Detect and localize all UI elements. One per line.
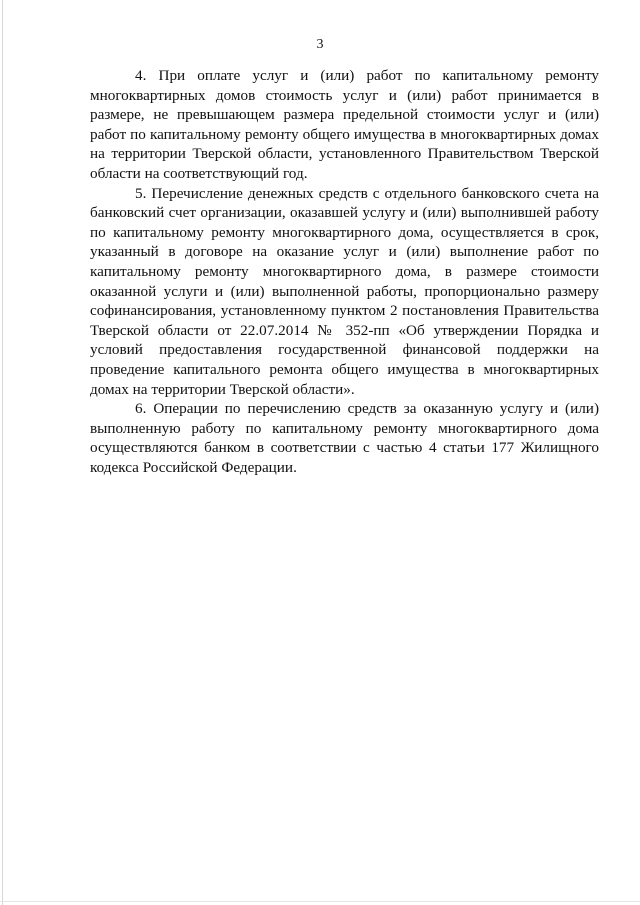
- scan-bottom-line: [0, 901, 640, 902]
- scan-edge-line: [2, 0, 3, 905]
- page-number: 3: [316, 37, 324, 52]
- document-body: [90, 66, 599, 477]
- paragraph-5: 5. Перечисление денежных средств с отдельного банковского счета на банковский счет организации, оказавшей услугу и (или) выполнившей работу по капитальному ремонту многоквартирного дома, осуществляется в срок, указанный в договоре на оказание услуг и (или) выполнение работ по капитальному ремонту многоквартирного дома, в размере стоимости оказанной услуги и (или) выполненной работы, пропорционально размеру софинансирования, установленному пунктом 2 постановления Правительства Тверской области от 22.07.2014 № 352-пп «Об утверждении Порядка и условий предоставления государственной финансовой поддержки на проведение капитального ремонта общего имущества в многоквартирных домах на территории Тверской области».: [90, 184, 599, 398]
- paragraph-6: 6. Операции по перечислению средств за оказанную услугу и (или) выполненную работу по капитальному ремонту многоквартирного дома осуществляются банком в соответствии с частью 4 статьи 177 Жилищного кодекса Российской Федерации.: [90, 400, 599, 476]
- paragraph-4: 4. При оплате услуг и (или) работ по капитальному ремонту многоквартирных домов стоимость услуг и (или) работ принимается в размере, не превышающем размера предельной стоимости услуг и (или) работ по капитальному ремонту общего имущества в многоквартирных домах на территории Тверской области, установленного Правительством Тверской области на соответствующий год.: [90, 67, 599, 182]
